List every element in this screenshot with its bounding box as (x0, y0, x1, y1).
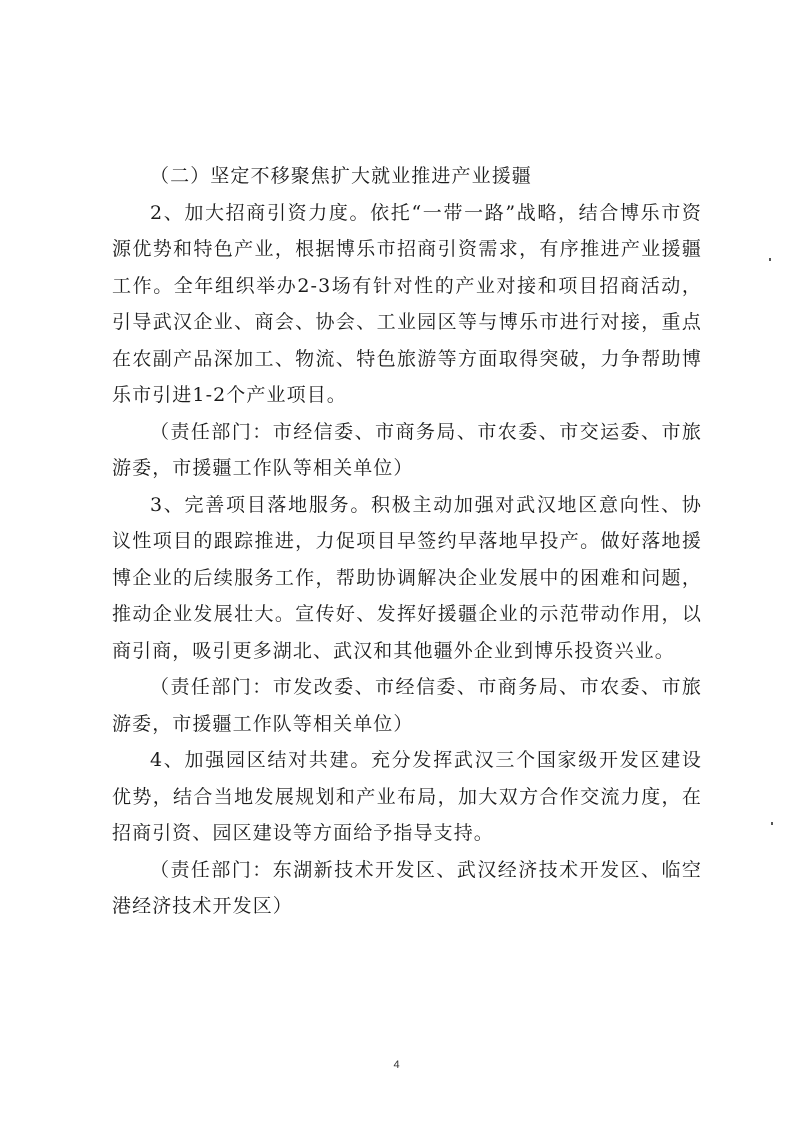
paragraph-item-3: 3、完善项目落地服务。积极主动加强对武汉地区意向性、协议性项目的跟踪推进，力促项目早签约早落地早投产。做好落地援博企业的后续服务工作，帮助协调解决企业发展中的困难和问题，推动企业发展壮大。宣传好、发挥好援疆企业的示范带动作用，以商引商，吸引更多湖北、武汉和其他疆外企业到博乐投资兴业。 (112, 493, 702, 662)
document-body (112, 158, 702, 925)
paragraph-item-2: 2、加大招商引资力度。依托“一带一路”战略，结合博乐市资源优势和特色产业，根据博乐市招商引资需求，有序推进产业援疆工作。全年组织举办2-3场有针对性的产业对接和项目招商活动，引导武汉企业、商会、协会、工业园区等与博乐市进行对接，重点在农副产品深加工、物流、特色旅游等方面取得突破，力争帮助博乐市引进1-2个产业项目。 (112, 201, 702, 406)
section-heading: （二）坚定不移聚焦扩大就业推进产业援疆 (150, 165, 532, 187)
scan-mark (769, 258, 771, 261)
page-number: 4 (393, 1059, 400, 1071)
responsible-departments-4: （责任部门：东湖新技术开发区、武汉经济技术开发区、临空港经济技术开发区） (112, 858, 702, 917)
scan-mark (771, 822, 773, 825)
paragraph-item-4: 4、加强园区结对共建。充分发挥武汉三个国家级开发区建设优势，结合当地发展规划和产业布局，加大双方合作交流力度，在招商引资、园区建设等方面给予指导支持。 (112, 749, 702, 844)
responsible-departments-3: （责任部门：市发改委、市经信委、市商务局、市农委、市旅游委，市援疆工作队等相关单位） (112, 676, 702, 735)
responsible-departments-2: （责任部门：市经信委、市商务局、市农委、市交运委、市旅游委，市援疆工作队等相关单位） (112, 420, 702, 479)
